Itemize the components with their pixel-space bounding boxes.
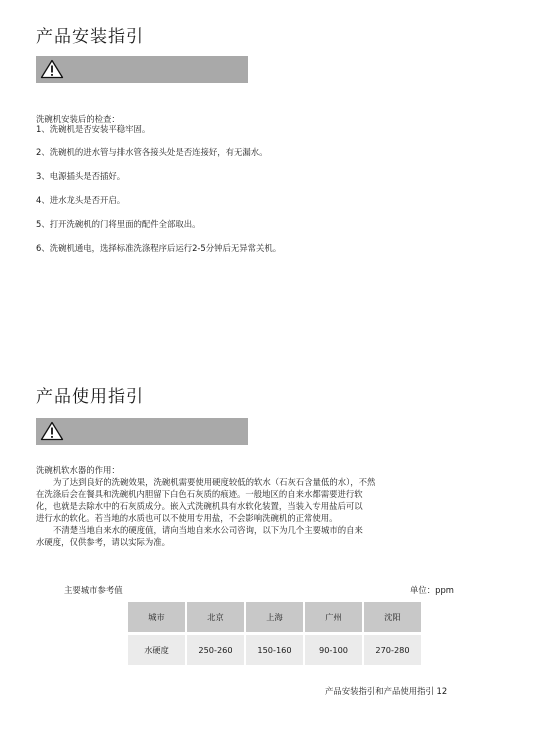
usage-text [36, 464, 456, 548]
install-check-item-4: 4、进水龙头是否开启。 [36, 195, 126, 205]
install-warning-bar [36, 56, 248, 83]
table-cell: 水硬度 [128, 634, 186, 666]
usage-para1-line1: 为了达到良好的洗碗效果，洗碗机需要使用硬度较低的软水（石灰石含量低的水），不然 [53, 477, 376, 487]
page-footer: 产品安装指引和产品使用指引 12 [325, 686, 448, 696]
install-check-item-2: 2、洗碗机的进水管与排水管各接头处是否连接好，有无漏水。 [36, 147, 268, 157]
table-header-cell: 上海 [245, 602, 304, 634]
table-header-cell: 广州 [304, 602, 363, 634]
warning-triangle-icon [40, 59, 64, 79]
install-intro: 洗碗机安装后的检查： [36, 114, 120, 124]
install-check-item-3: 3、电源插头是否插好。 [36, 171, 126, 181]
table-caption: 主要城市参考值 [64, 585, 123, 595]
usage-para1-line3: 化，也就是去除水中的石灰质成分。嵌入式洗碗机具有水软化装置，当装入专用盐后可以 [36, 501, 363, 511]
install-check-item-6: 6、洗碗机通电，选择标准洗涤程序后运行2-5分钟后无异常关机。 [36, 243, 282, 253]
warning-triangle-icon [40, 421, 64, 441]
table-header-cell: 城市 [128, 602, 186, 634]
hardness-table [128, 602, 421, 665]
install-title: 产品安装指引 [36, 27, 144, 47]
table-header-cell: 沈阳 [363, 602, 421, 634]
usage-para2-line2: 水硬度，仅供参考，请以实际为准。 [36, 537, 170, 547]
usage-para1-line4: 进行水的软化。若当地的水质也可以不使用专用盐，不会影响洗碗机的正常使用。 [36, 513, 338, 523]
table-header-row [128, 602, 421, 634]
table-unit: 单位：ppm [410, 585, 454, 595]
usage-heading: 洗碗机软水器的作用： [36, 465, 120, 475]
table-cell: 250-260 [186, 634, 245, 666]
usage-para1-line2: 在洗涤后会在餐具和洗碗机内胆留下白色石灰质的痕迹。一般地区的自来水都需要进行软 [36, 489, 363, 499]
usage-para2-line1: 不清楚当地自来水的硬度值，请向当地自来水公司咨询，以下为几个主要城市的自来 [53, 525, 363, 535]
usage-title: 产品使用指引 [36, 387, 144, 407]
table-row [128, 634, 421, 666]
table-header-cell: 北京 [186, 602, 245, 634]
install-check-item-5: 5、打开洗碗机的门将里面的配件全部取出。 [36, 219, 201, 229]
usage-warning-bar [36, 418, 248, 445]
table-cell: 90-100 [304, 634, 363, 666]
table-cell: 270-280 [363, 634, 421, 666]
table-cell: 150-160 [245, 634, 304, 666]
install-check-item-1: 1、洗碗机是否安装平稳牢固。 [36, 124, 151, 134]
